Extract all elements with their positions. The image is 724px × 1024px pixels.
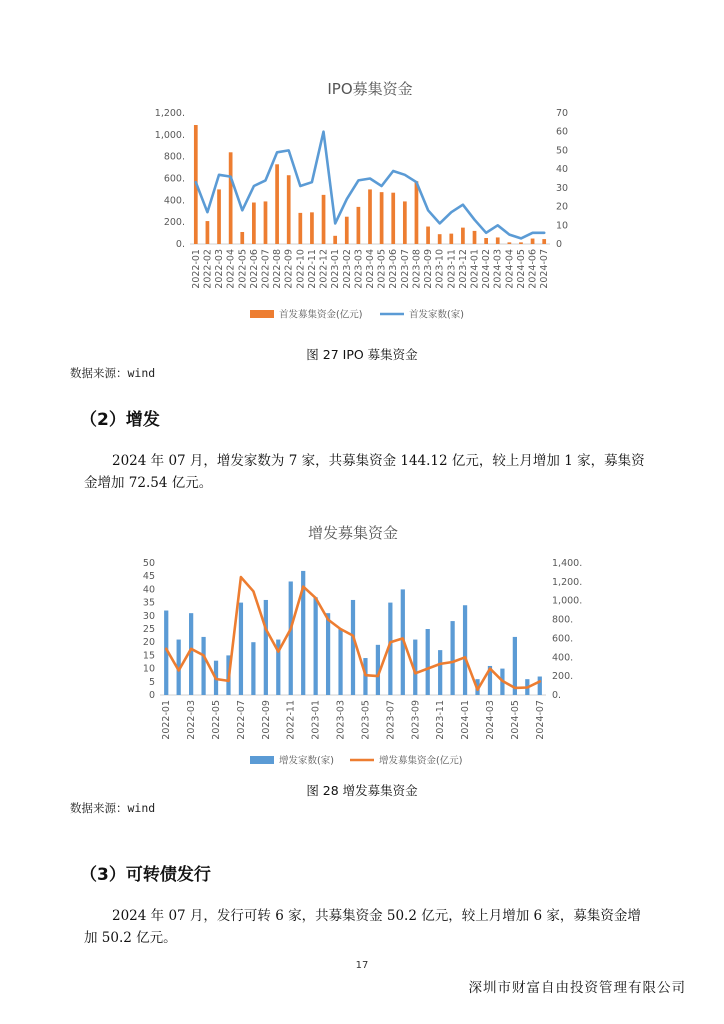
- ipo-bar: [473, 231, 477, 244]
- ipo-x-tick: 2022-04: [225, 249, 237, 289]
- seo-right-tick: 0.: [552, 690, 562, 701]
- seo-x-tick: 2022-05: [211, 700, 223, 740]
- ipo-bar: [310, 212, 314, 244]
- ipo-bar: [322, 195, 326, 244]
- ipo-x-tick: 2023-04: [365, 249, 376, 289]
- seo-legend-bar-swatch: [250, 756, 274, 764]
- ipo-x-tick: 2023-10: [434, 249, 446, 289]
- seo-bar: [189, 613, 193, 695]
- ipo-right-tick: 40: [556, 164, 569, 176]
- seo-bar: [239, 603, 243, 695]
- ipo-x-tick: 2024-01: [469, 249, 481, 289]
- section-3-paragraph: 2024 年 07 月，发行可转 6 家，共募集资金 50.2 亿元，较上月增加 6 家，募集资金增加 50.2 亿元。: [84, 908, 641, 946]
- ipo-bar: [484, 238, 488, 244]
- ipo-x-tick: 2023-02: [341, 249, 353, 289]
- seo-chart-svg: [128, 515, 598, 777]
- ipo-x-tick: 2023-07: [399, 249, 411, 289]
- seo-legend-bar-label: 增发家数(家): [279, 755, 334, 767]
- seo-x-tick: 2024-05: [509, 700, 521, 740]
- seo-right-tick: 200.: [552, 671, 574, 683]
- seo-right-tick: 1,000.: [552, 595, 583, 607]
- seo-x-tick: 2024-07: [534, 700, 546, 740]
- ipo-x-tick: 2023-01: [330, 249, 342, 289]
- ipo-left-tick: 1,200.: [154, 108, 185, 119]
- figure-27-caption: 图 27 IPO 募集资金: [306, 347, 418, 362]
- ipo-left-tick: 400.: [163, 195, 185, 207]
- seo-bar: [351, 600, 355, 695]
- seo-bar: [450, 621, 454, 695]
- ipo-x-tick: 2022-08: [272, 249, 284, 289]
- ipo-bar: [264, 201, 268, 244]
- ipo-x-tick: 2023-08: [411, 249, 423, 289]
- ipo-left-tick: 0.: [175, 239, 185, 250]
- ipo-bar: [229, 152, 233, 244]
- seo-left-tick: 15: [142, 650, 155, 662]
- seo-bar: [264, 600, 268, 695]
- seo-x-tick: 2022-07: [235, 700, 247, 740]
- ipo-bar: [345, 217, 349, 244]
- ipo-bar: [426, 227, 430, 244]
- seo-x-tick: 2022-03: [186, 700, 198, 740]
- ipo-left-tick: 800.: [163, 151, 185, 163]
- seo-x-tick: 2024-03: [484, 700, 496, 740]
- seo-title: 增发募集资金: [307, 524, 399, 542]
- ipo-x-tick: 2024-07: [539, 249, 551, 289]
- seo-right-tick: 1,200.: [552, 576, 583, 588]
- ipo-bar: [542, 239, 546, 244]
- seo-left-tick: 10: [142, 663, 155, 675]
- figure-28-source: 数据来源：wind: [70, 801, 156, 815]
- seo-x-tick: 2022-11: [285, 700, 297, 740]
- figure-28-caption: 图 28 增发募集资金: [306, 783, 418, 798]
- seo-x-tick: 2023-03: [335, 700, 347, 740]
- seo-left-tick: 0: [148, 690, 155, 701]
- seo-right-tick: 800.: [552, 614, 574, 626]
- ipo-bar: [507, 242, 511, 244]
- ipo-bar: [496, 237, 500, 244]
- ipo-bar: [368, 189, 372, 244]
- ipo-bar: [415, 181, 419, 244]
- seo-bar: [201, 637, 205, 695]
- ipo-bar: [403, 201, 407, 244]
- ipo-bar: [217, 189, 221, 244]
- ipo-right-tick: 20: [556, 201, 569, 213]
- page-number: 17: [355, 960, 369, 971]
- seo-x-tick: 2023-05: [360, 700, 372, 740]
- seo-left-tick: 40: [142, 584, 155, 596]
- ipo-x-tick: 2024-02: [481, 249, 493, 289]
- ipo-chart: [150, 70, 590, 332]
- ipo-bar: [275, 164, 279, 244]
- ipo-title: IPO募集资金: [327, 80, 413, 98]
- ipo-left-tick: 200.: [163, 217, 185, 229]
- ipo-x-tick: 2022-10: [295, 249, 307, 289]
- figure-27-source: 数据来源：wind: [70, 366, 156, 380]
- seo-bar: [251, 642, 255, 695]
- seo-x-tick: 2023-09: [410, 700, 422, 740]
- seo-right-tick: 600.: [552, 633, 574, 645]
- ipo-bar: [252, 203, 256, 244]
- ipo-x-tick: 2023-11: [446, 249, 458, 289]
- ipo-right-tick: 0: [556, 239, 563, 250]
- ipo-bar: [298, 213, 302, 244]
- seo-x-tick: 2022-01: [161, 700, 173, 740]
- ipo-bar: [333, 236, 337, 244]
- ipo-x-tick: 2024-04: [504, 249, 516, 289]
- ipo-right-tick: 60: [556, 126, 569, 138]
- ipo-bar: [380, 192, 384, 244]
- ipo-left-tick: 600.: [163, 173, 185, 185]
- seo-x-tick: 2022-09: [260, 700, 272, 740]
- seo-left-tick: 50: [142, 558, 155, 569]
- ipo-bar: [287, 175, 291, 244]
- ipo-x-tick: 2024-03: [492, 249, 504, 289]
- section-2-paragraph: 2024 年 07 月，增发家数为 7 家，共募集资金 144.12 亿元，较上月增加 1 家，募集资金增加 72.54 亿元。: [84, 453, 645, 491]
- seo-bar: [338, 629, 342, 695]
- ipo-right-tick: 10: [556, 220, 569, 232]
- ipo-chart-svg: [150, 70, 590, 332]
- ipo-x-tick: 2024-06: [527, 249, 539, 289]
- ipo-legend-line-label: 首发家数(家): [409, 309, 464, 321]
- ipo-x-tick: 2023-09: [423, 249, 435, 289]
- section-3-heading: （3）可转债发行: [80, 865, 211, 885]
- ipo-bar: [240, 232, 244, 244]
- ipo-x-tick: 2023-05: [376, 249, 388, 289]
- ipo-bar: [449, 234, 453, 244]
- seo-left-tick: 30: [142, 610, 155, 622]
- seo-left-tick: 45: [142, 571, 155, 583]
- seo-bar: [289, 581, 293, 695]
- ipo-x-tick: 2022-01: [190, 249, 202, 289]
- seo-left-tick: 35: [142, 597, 155, 609]
- ipo-bar: [206, 221, 210, 244]
- ipo-legend-bar-swatch: [250, 310, 274, 318]
- seo-right-tick: 1,400.: [552, 558, 583, 569]
- ipo-legend-bar-label: 首发募集资金(亿元): [279, 309, 363, 321]
- ipo-right-tick: 70: [556, 108, 569, 119]
- seo-left-tick: 25: [142, 624, 155, 635]
- seo-chart: [128, 515, 598, 777]
- ipo-x-tick: 2022-09: [283, 249, 295, 289]
- ipo-x-tick: 2022-03: [214, 249, 226, 289]
- ipo-right-tick: 30: [556, 182, 569, 194]
- seo-legend-line-label: 增发募集资金(亿元): [379, 755, 463, 767]
- ipo-bar: [531, 239, 535, 244]
- ipo-x-tick: 2022-12: [318, 249, 330, 289]
- ipo-bar: [461, 228, 465, 244]
- ipo-bar: [438, 234, 442, 244]
- seo-left-tick: 5: [148, 676, 155, 688]
- section-2-heading: （2）增发: [80, 410, 160, 430]
- seo-bar: [538, 677, 542, 695]
- company-footer: 深圳市财富自由投资管理有限公司: [468, 980, 686, 996]
- seo-x-tick: 2023-01: [310, 700, 322, 740]
- ipo-bar: [519, 242, 523, 244]
- ipo-x-tick: 2023-06: [388, 249, 400, 289]
- ipo-x-tick: 2022-06: [248, 249, 260, 289]
- seo-bar: [326, 613, 330, 695]
- seo-x-tick: 2024-01: [460, 700, 472, 740]
- seo-bar: [314, 597, 318, 695]
- seo-x-tick: 2023-07: [385, 700, 397, 740]
- ipo-right-tick: 50: [556, 145, 569, 157]
- ipo-x-tick: 2022-07: [260, 249, 272, 289]
- ipo-bar: [357, 207, 361, 244]
- ipo-x-tick: 2022-11: [306, 249, 318, 289]
- ipo-x-tick: 2022-05: [237, 249, 249, 289]
- ipo-x-tick: 2022-02: [202, 249, 214, 289]
- seo-bar: [438, 650, 442, 695]
- seo-right-tick: 400.: [552, 652, 574, 664]
- seo-left-tick: 20: [142, 637, 155, 649]
- ipo-x-tick: 2024-05: [515, 249, 527, 289]
- seo-bar: [463, 605, 467, 695]
- ipo-x-tick: 2023-03: [353, 249, 365, 289]
- ipo-left-tick: 1,000.: [154, 129, 185, 141]
- ipo-bar: [391, 193, 395, 244]
- seo-x-tick: 2023-11: [435, 700, 447, 740]
- ipo-x-tick: 2023-12: [457, 249, 469, 289]
- seo-bar: [426, 629, 430, 695]
